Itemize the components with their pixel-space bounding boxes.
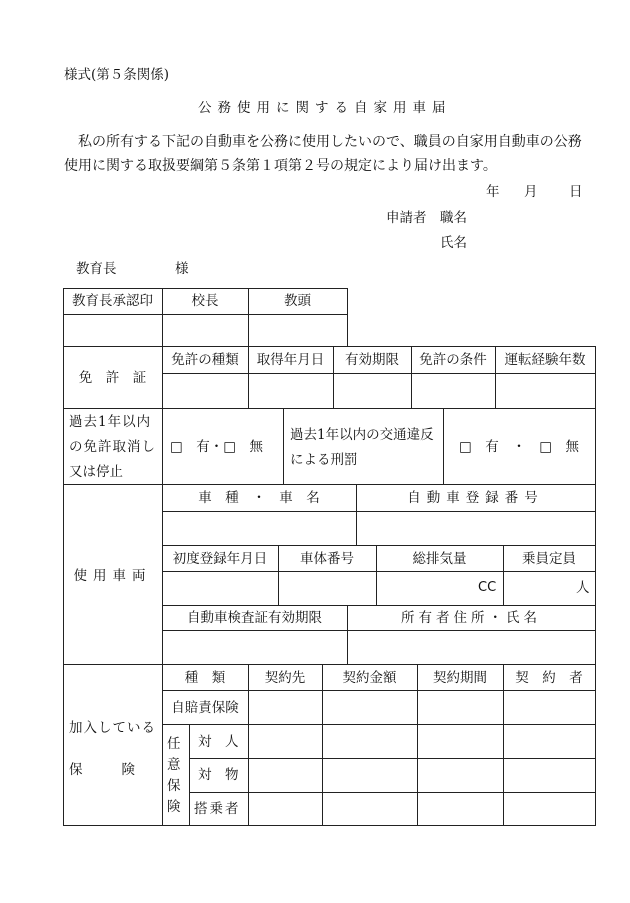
vehicle-col-registration: 自動車登録番号 [407, 490, 544, 506]
insurance-col-amount: 契約金額 [342, 670, 397, 686]
date-year-label: 年 [486, 184, 500, 200]
date-month-label: 月 [524, 184, 538, 200]
license-section-label: 免 許 証 [78, 370, 147, 386]
insurance-col-insurer: 契約先 [264, 670, 306, 686]
license-col-type: 免許の種類 [171, 352, 239, 368]
violation-label-l2: による刑罰 [290, 452, 358, 468]
insurance-property-damage: 対 物 [198, 767, 239, 783]
revocation-label-l2: の免許取消し [69, 439, 156, 455]
license-col-acquired: 取得年月日 [256, 352, 325, 368]
revocation-checkbox-yes-no[interactable]: □ 有・□ 無 [170, 439, 264, 455]
insurance-voluntary-3: 保 [167, 778, 181, 794]
approval-col-principal: 校長 [191, 293, 219, 309]
revocation-label-l1: 過去1年以内 [69, 414, 152, 430]
vehicle-col-displacement: 総排気量 [412, 551, 467, 567]
applicant-label: 申請者 [386, 210, 427, 226]
body-text-line2: 使用に関する取扱要綱第５条第１項第２号の規定により届け出ます。 [64, 158, 497, 174]
license-col-conditions: 免許の条件 [419, 352, 487, 368]
name-label: 氏名 [440, 235, 467, 251]
vehicle-col-type-name: 車 種 ・ 車 名 [198, 490, 320, 506]
insurance-voluntary-2: 意 [167, 757, 181, 773]
insurance-compulsory: 自賠責保険 [171, 700, 239, 716]
addressee: 教育長 [76, 261, 117, 277]
license-col-experience: 運転経験年数 [504, 352, 586, 368]
position-label: 職名 [440, 210, 467, 226]
insurance-col-type: 種 類 [184, 670, 226, 686]
insurance-col-holder: 契 約 者 [515, 670, 583, 686]
vehicle-col-capacity: 乗員定員 [522, 551, 576, 567]
insurance-col-period: 契約期間 [433, 670, 487, 686]
insurance-section-l2: 保 険 [69, 762, 139, 778]
approval-col-superintendent: 教育長承認印 [72, 293, 153, 309]
insurance-voluntary-4: 険 [167, 799, 181, 815]
insurance-section-l1: 加入している [69, 720, 156, 736]
vehicle-col-first-registration: 初度登録年月日 [172, 551, 268, 567]
vehicle-section-label: 使用車両 [73, 568, 152, 584]
capacity-unit: 人 [576, 580, 590, 596]
vehicle-col-chassis: 車体番号 [300, 551, 354, 567]
violation-label-l1: 過去1年以内の交通違反 [290, 427, 434, 443]
page-title: 公務使用に関する自家用車届 [198, 100, 452, 116]
approval-col-vice-principal: 教頭 [284, 293, 311, 309]
body-text-line1: 私の所有する下記の自動車を公務に使用したいので、職員の自家用自動車の公務 [78, 134, 582, 150]
violation-checkbox-yes-no[interactable]: □ 有 ・ □ 無 [459, 439, 580, 455]
insurance-bodily-injury: 対 人 [198, 734, 239, 750]
honorific: 様 [175, 261, 189, 277]
insurance-passenger: 搭乗者 [194, 801, 241, 817]
vehicle-col-inspection: 自動車検査証有効期限 [187, 610, 322, 626]
form-reference: 様式(第５条関係) [64, 67, 170, 83]
date-day-label: 日 [569, 184, 583, 200]
license-col-expiry: 有効期限 [345, 352, 399, 368]
displacement-unit: CC [478, 580, 497, 595]
insurance-voluntary-1: 任 [167, 736, 181, 752]
vehicle-col-owner: 所有者住所・氏名 [401, 610, 541, 626]
revocation-label-l3: 又は停止 [69, 464, 123, 480]
